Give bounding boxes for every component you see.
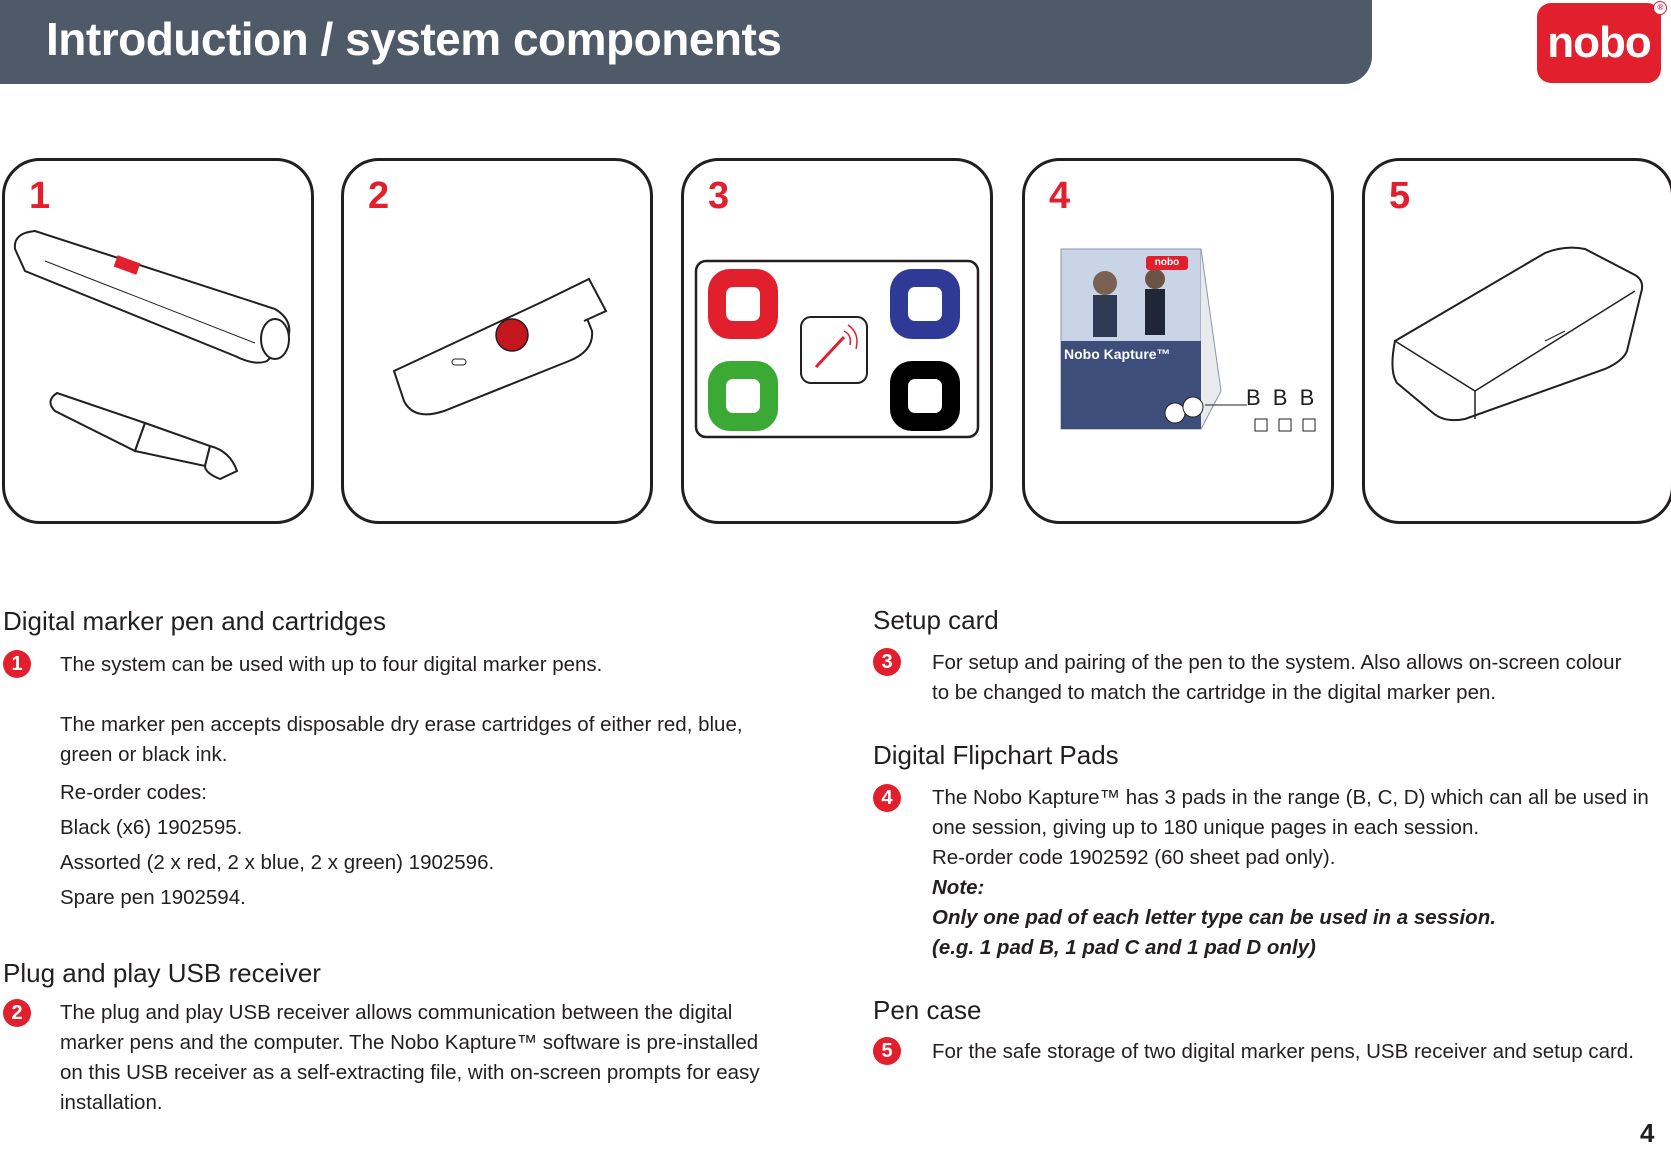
page-title: Introduction / system components	[46, 13, 782, 65]
pad-letters: B B B	[1246, 385, 1318, 410]
page-number: 4	[1640, 1118, 1655, 1148]
panel-number: 2	[368, 175, 390, 217]
pads-note-label: Note:	[932, 876, 985, 899]
usb-receiver-icon	[344, 161, 650, 521]
pad-title: Nobo Kapture™	[1064, 346, 1171, 362]
case-line1: For the safe storage of two digital marker pens, USB receiver and setup card.	[932, 1040, 1634, 1063]
section-title-setup: Setup card	[873, 605, 999, 635]
pen-line2a: The marker pen accepts disposable dry erase cartridges of either red, blue,	[60, 713, 743, 736]
section-title-pads: Digital Flipchart Pads	[873, 740, 1119, 770]
panel-flipchart-pad	[1022, 158, 1334, 524]
pen-spare: Spare pen 1902594.	[60, 886, 246, 909]
nobo-logo	[1537, 3, 1661, 83]
pen-black: Black (x6) 1902595.	[60, 816, 243, 839]
section-title-usb: Plug and play USB receiver	[3, 958, 321, 988]
pads-line1: The Nobo Kapture™ has 3 pads in the range (B, C, D) which can all be used in	[932, 786, 1649, 809]
setup-line1: For setup and pairing of the pen to the system. Also allows on-screen colour	[932, 651, 1622, 674]
usb-line2: marker pens and the computer. The Nobo Kapture™ software is pre-installed	[60, 1031, 759, 1054]
panel-number: 1	[29, 175, 51, 217]
badge-5: 5	[873, 1037, 901, 1065]
panel-number: 3	[708, 175, 730, 217]
panel-number: 4	[1049, 175, 1071, 217]
marker-pen-icon	[5, 161, 311, 521]
logo-text: nobo	[1547, 18, 1651, 67]
badge-4: 4	[873, 784, 901, 812]
badge-3: 3	[873, 648, 901, 676]
setup-line2: to be changed to match the cartridge in the digital marker pen.	[932, 681, 1497, 704]
setup-card-icon	[684, 161, 990, 521]
section-title-pen: Digital marker pen and cartridges	[3, 606, 386, 636]
usb-line4: installation.	[60, 1091, 163, 1114]
registered-mark: ®	[1653, 1, 1667, 15]
panel-setup-card	[681, 158, 993, 524]
pen-line1: The system can be used with up to four digital marker pens.	[60, 653, 603, 676]
flipchart-pad-icon	[1025, 161, 1331, 521]
usb-line3: on this USB receiver as a self-extracting file, with on-screen prompts for easy	[60, 1061, 760, 1084]
header-bar	[0, 0, 1372, 84]
pads-note-text: Only one pad of each letter type can be used in a session.	[932, 906, 1496, 929]
pad-logo: nobo	[1146, 256, 1188, 270]
pen-assorted: Assorted (2 x red, 2 x blue, 2 x green) 1902596.	[60, 851, 495, 874]
badge-1: 1	[3, 650, 31, 678]
pads-note-example: (e.g. 1 pad B, 1 pad C and 1 pad D only)	[932, 936, 1316, 959]
panel-usb-receiver	[341, 158, 653, 524]
pen-reorder: Re-order codes:	[60, 781, 207, 804]
usb-line1: The plug and play USB receiver allows communication between the digital	[60, 1001, 733, 1024]
pen-case-icon	[1365, 161, 1671, 521]
section-title-case: Pen case	[873, 995, 982, 1025]
panel-pen-case	[1362, 158, 1671, 524]
panel-number: 5	[1389, 175, 1411, 217]
panel-marker-pen	[2, 158, 314, 524]
badge-2: 2	[3, 999, 31, 1027]
pads-line3: Re-order code 1902592 (60 sheet pad only).	[932, 846, 1336, 869]
pen-line2b: green or black ink.	[60, 743, 228, 766]
pads-line2: one session, giving up to 180 unique pages in each session.	[932, 816, 1480, 839]
